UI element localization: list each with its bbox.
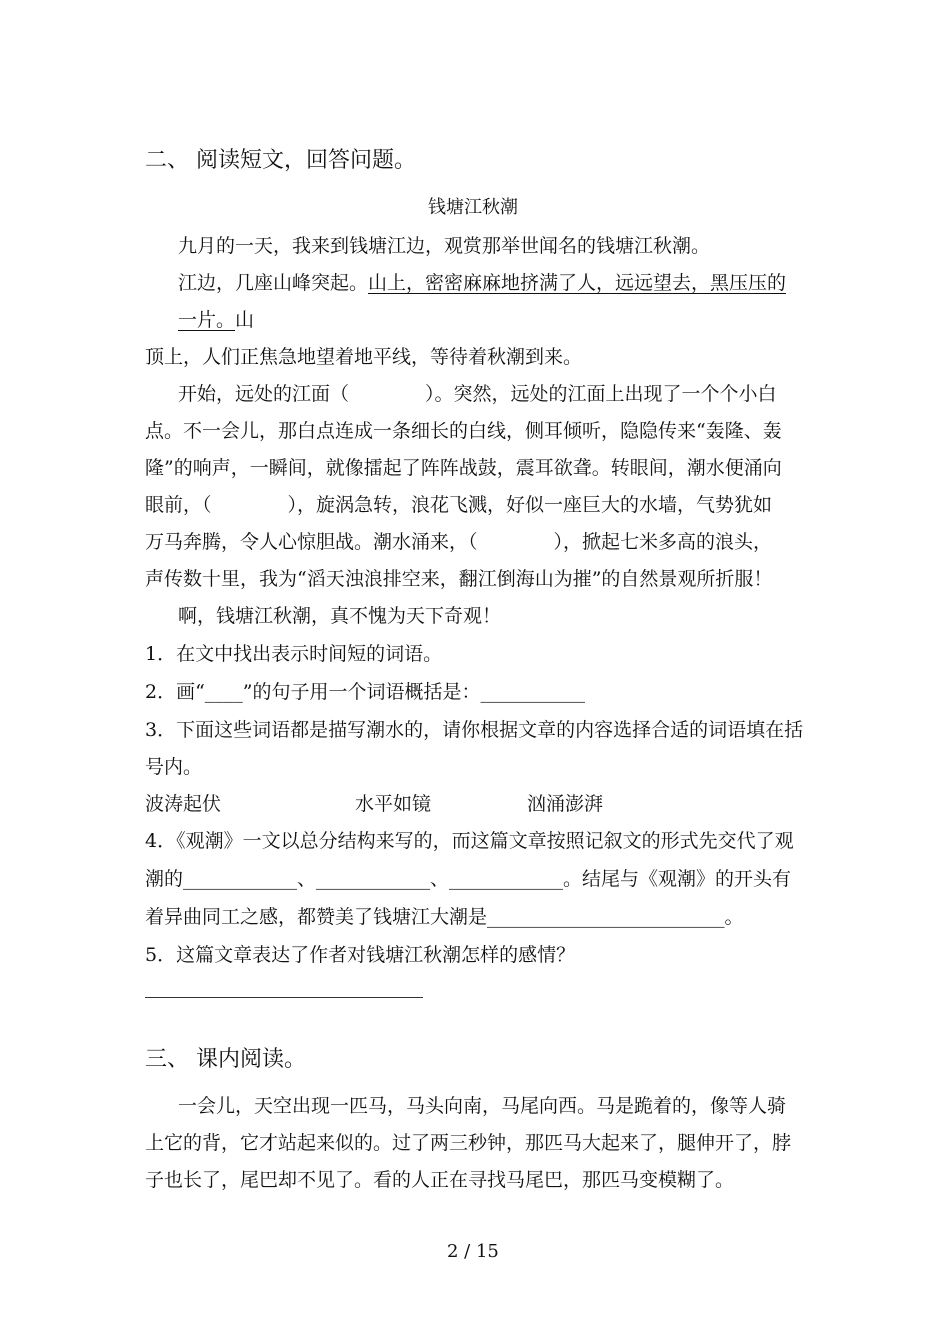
passage-line: 啊，钱塘江秋潮，真不愧为天下奇观！ xyxy=(178,605,502,627)
section-2-heading: 二、 阅读短文，回答问题。 xyxy=(145,148,416,173)
passage-line: 上它的背，它才站起来似的。过了两三秒钟，那匹马大起来了，腿伸开了，脖 xyxy=(145,1132,792,1154)
passage-text: 山 xyxy=(235,309,255,331)
passage-line: 隆”的响声，一瞬间，就像擂起了阵阵战鼓，震耳欲聋。转眼间，潮水便涌向 xyxy=(145,457,782,479)
passage-line xyxy=(178,271,786,295)
passage-line: 顶上，人们正焦急地望着地平线，等待着秋潮到来。 xyxy=(145,346,583,368)
question-2: 2．画“____”的句子用一个词语概括是：___________ xyxy=(145,681,586,703)
passage-line: 万马奔腾，令人心惊胆战。潮水涌来，（ ），掀起七米多高的浪头， xyxy=(145,531,773,553)
question-4-cont: 潮的____________、____________、____________。结尾与《观潮》的开头有 xyxy=(145,868,792,890)
question-3-cont: 号内。 xyxy=(145,756,203,778)
question-1: 1．在文中找出表示时间短的词语。 xyxy=(145,643,443,665)
passage-line: 子也长了，尾巴却不见了。看的人正在寻找马尾巴，那匹马变模糊了。 xyxy=(145,1169,735,1191)
passage-line: 开始，远处的江面（ ）。突然，远处的江面上出现了一个个小白 xyxy=(178,383,777,405)
word-option: 汹涌澎湃 xyxy=(527,793,604,815)
passage-line xyxy=(178,308,254,332)
section-3-heading: 三、 课内阅读。 xyxy=(145,1047,306,1072)
passage-title: 钱塘江秋潮 xyxy=(428,197,518,218)
passage-line: 声传数十里，我为“滔天浊浪排空来，翻江倒海山为摧”的自然景观所折服！ xyxy=(145,568,773,590)
passage-line: 眼前，（ ），旋涡急转，浪花飞溅，好似一座巨大的水墙，气势犹如 xyxy=(145,494,773,516)
question-5: 5．这篇文章表达了作者对钱塘江秋潮怎样的感情？ xyxy=(145,944,576,966)
underlined-sentence-end: 一片。 xyxy=(178,309,236,331)
question-4: 4．《观潮》一文以总分结构来写的，而这篇文章按照记叙文的形式先交代了观 xyxy=(145,830,794,852)
passage-line: 点。不一会儿，那白点连成一条细长的白线，侧耳倾听，隐隐传来“轰隆、轰 xyxy=(145,420,782,442)
word-option: 波涛起伏 xyxy=(145,793,222,815)
underlined-sentence: 山上，密密麻麻地挤满了人，远远望去，黑压压的 xyxy=(368,272,787,294)
word-option: 水平如镜 xyxy=(355,793,432,815)
passage-line: 九月的一天，我来到钱塘江边，观赏那举世闻名的钱塘江秋潮。 xyxy=(178,235,711,257)
passage-line: 一会儿，天空出现一匹马，马头向南，马尾向西。马是跪着的，像等人骑 xyxy=(178,1095,787,1117)
question-3: 3．下面这些词语都是描写潮水的，请你根据文章的内容选择合适的词语填在括 xyxy=(145,719,804,741)
question-4-cont: 着异曲同工之感，都赞美了钱塘江大潮是_________________________。 xyxy=(145,906,744,928)
passage-text: 江边，几座山峰突起。 xyxy=(178,272,369,294)
answer-line xyxy=(145,997,423,998)
page-number: 2 / 15 xyxy=(447,1241,499,1262)
